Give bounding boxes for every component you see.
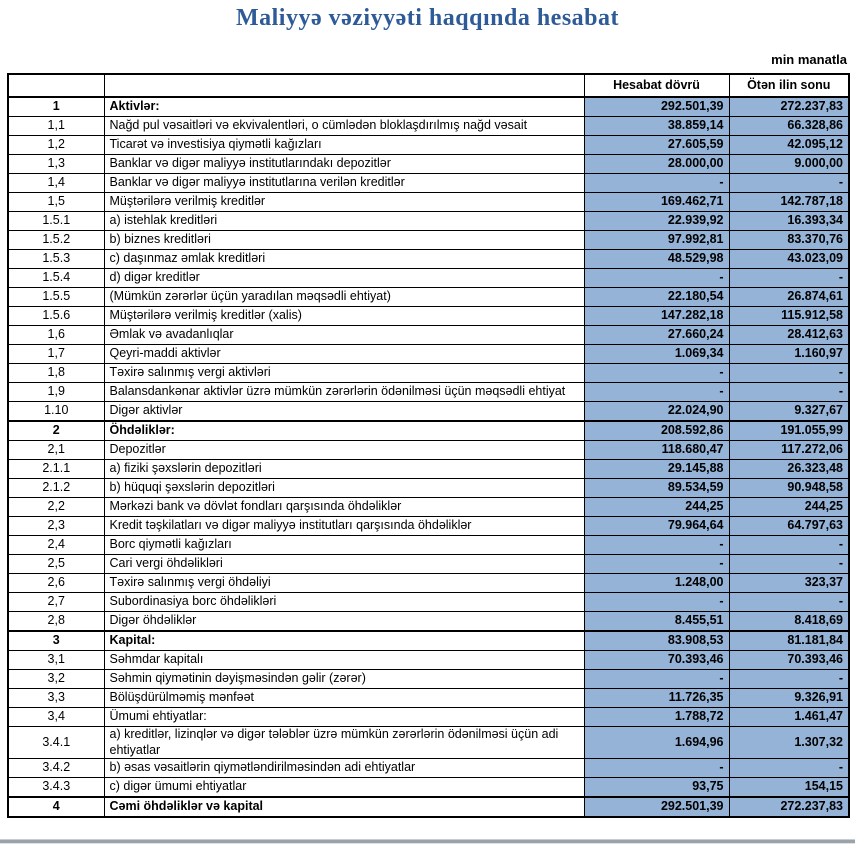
row-label: Digər aktivlər (104, 402, 584, 422)
unit-label: min manatla (771, 52, 847, 67)
table-row (8, 689, 849, 708)
row-label: Banklar və digər maliyyə institutlarına verilən kreditlər (104, 174, 584, 193)
row-value-current: 292.501,39 (584, 797, 729, 817)
row-value-current: 38.859,14 (584, 117, 729, 136)
row-number: 1.5.2 (8, 231, 104, 250)
table-header (8, 74, 849, 97)
table-row (8, 402, 849, 422)
header-cell-number (8, 74, 104, 97)
row-value-previous: 28.412,63 (729, 326, 849, 345)
table-row (8, 288, 849, 307)
row-value-current: - (584, 383, 729, 402)
row-label: Müştərilərə verilmiş kreditlər (104, 193, 584, 212)
row-label: b) biznes kreditləri (104, 231, 584, 250)
row-value-previous: 64.797,63 (729, 517, 849, 536)
row-number: 3.4.3 (8, 778, 104, 798)
row-value-previous: 83.370,76 (729, 231, 849, 250)
row-value-current: 22.180,54 (584, 288, 729, 307)
row-value-previous: - (729, 536, 849, 555)
row-label: Cari vergi öhdəlikləri (104, 555, 584, 574)
row-value-previous: 9.000,00 (729, 155, 849, 174)
financial-position-table (7, 73, 850, 818)
header-cell-label (104, 74, 584, 97)
table-row (8, 460, 849, 479)
row-value-previous: 142.787,18 (729, 193, 849, 212)
table-row (8, 136, 849, 155)
row-value-previous: 26.874,61 (729, 288, 849, 307)
row-value-current: - (584, 269, 729, 288)
table-row (8, 231, 849, 250)
row-label: a) istehlak kreditləri (104, 212, 584, 231)
row-value-previous: - (729, 670, 849, 689)
row-label: a) fiziki şəxslərin depozitləri (104, 460, 584, 479)
table-row (8, 421, 849, 441)
row-value-current: - (584, 670, 729, 689)
row-value-previous: 115.912,58 (729, 307, 849, 326)
row-value-previous: 90.948,58 (729, 479, 849, 498)
table-row (8, 555, 849, 574)
table-row (8, 517, 849, 536)
row-number: 2,4 (8, 536, 104, 555)
row-value-current: 89.534,59 (584, 479, 729, 498)
row-value-previous: 9.327,67 (729, 402, 849, 422)
row-value-previous: - (729, 174, 849, 193)
row-label: Qeyri-maddi aktivlər (104, 345, 584, 364)
table-row (8, 778, 849, 798)
row-value-current: 70.393,46 (584, 651, 729, 670)
row-number: 2,2 (8, 498, 104, 517)
row-label: Depozitlər (104, 441, 584, 460)
row-value-previous: 81.181,84 (729, 631, 849, 651)
row-number: 1.5.5 (8, 288, 104, 307)
table-body (8, 97, 849, 817)
row-number: 1.10 (8, 402, 104, 422)
row-number: 1,7 (8, 345, 104, 364)
table-row (8, 174, 849, 193)
table-row (8, 441, 849, 460)
row-label: Öhdəliklər: (104, 421, 584, 441)
row-value-current: - (584, 759, 729, 778)
table-row (8, 593, 849, 612)
row-value-current: 208.592,86 (584, 421, 729, 441)
row-value-previous: 8.418,69 (729, 612, 849, 632)
row-number: 1,2 (8, 136, 104, 155)
row-value-current: 8.455,51 (584, 612, 729, 632)
table-row (8, 631, 849, 651)
row-value-current: 292.501,39 (584, 97, 729, 117)
row-value-previous: - (729, 593, 849, 612)
row-number: 2.1.1 (8, 460, 104, 479)
table-row (8, 498, 849, 517)
row-label: Nağd pul vəsaitləri və ekvivalentləri, o cümlədən bloklaşdırılmış nağd vəsait (104, 117, 584, 136)
row-value-current: 29.145,88 (584, 460, 729, 479)
row-number: 1,8 (8, 364, 104, 383)
row-value-previous: 16.393,34 (729, 212, 849, 231)
row-value-previous: 70.393,46 (729, 651, 849, 670)
table-row (8, 612, 849, 632)
row-number: 1.5.3 (8, 250, 104, 269)
table-row (8, 364, 849, 383)
row-label: c) daşınmaz əmlak kreditləri (104, 250, 584, 269)
table-row (8, 383, 849, 402)
row-label: Banklar və digər maliyyə institutlarındakı depozitlər (104, 155, 584, 174)
table-row (8, 797, 849, 817)
row-number: 3,3 (8, 689, 104, 708)
row-number: 3 (8, 631, 104, 651)
row-value-previous: 1.307,32 (729, 727, 849, 759)
row-value-current: 27.660,24 (584, 326, 729, 345)
row-value-previous: 1.461,47 (729, 708, 849, 727)
row-value-current: 118.680,47 (584, 441, 729, 460)
table-row (8, 193, 849, 212)
header-cell-previous-year: Ötən ilin sonu (729, 74, 849, 97)
row-value-previous: 9.326,91 (729, 689, 849, 708)
row-label: Əmlak və avadanlıqlar (104, 326, 584, 345)
row-number: 3.4.1 (8, 727, 104, 759)
row-number: 2,7 (8, 593, 104, 612)
row-value-previous: 272.237,83 (729, 97, 849, 117)
table-row (8, 307, 849, 326)
row-value-current: 11.726,35 (584, 689, 729, 708)
row-number: 2.1.2 (8, 479, 104, 498)
row-label: Subordinasiya borc öhdəlikləri (104, 593, 584, 612)
table-row (8, 212, 849, 231)
row-value-previous: 1.160,97 (729, 345, 849, 364)
row-label: Səhmdar kapitalı (104, 651, 584, 670)
row-number: 1 (8, 97, 104, 117)
row-value-current: 1.069,34 (584, 345, 729, 364)
table-row (8, 345, 849, 364)
row-number: 1,1 (8, 117, 104, 136)
row-value-current: 22.939,92 (584, 212, 729, 231)
row-label: Kredit təşkilatları və digər maliyyə institutları qarşısında öhdəliklər (104, 517, 584, 536)
row-label: Ticarət və investisiya qiymətli kağızları (104, 136, 584, 155)
row-value-current: - (584, 174, 729, 193)
row-value-current: 48.529,98 (584, 250, 729, 269)
row-number: 2,6 (8, 574, 104, 593)
table-row (8, 651, 849, 670)
table-row (8, 250, 849, 269)
row-label: Borc qiymətli kağızları (104, 536, 584, 555)
row-value-current: 147.282,18 (584, 307, 729, 326)
row-value-previous: 66.328,86 (729, 117, 849, 136)
row-value-current: - (584, 555, 729, 574)
row-value-current: 79.964,64 (584, 517, 729, 536)
row-value-current: 97.992,81 (584, 231, 729, 250)
row-value-current: 1.694,96 (584, 727, 729, 759)
row-label: Bölüşdürülməmiş mənfəət (104, 689, 584, 708)
row-number: 2,1 (8, 441, 104, 460)
bottom-divider (0, 839, 855, 844)
row-value-previous: 244,25 (729, 498, 849, 517)
row-label: (Mümkün zərərlər üçün yaradılan məqsədli ehtiyat) (104, 288, 584, 307)
row-value-current: 1.788,72 (584, 708, 729, 727)
row-number: 1,5 (8, 193, 104, 212)
row-value-current: 22.024,90 (584, 402, 729, 422)
row-label: Ümumi ehtiyatlar: (104, 708, 584, 727)
row-label: Kapital: (104, 631, 584, 651)
row-value-current: 244,25 (584, 498, 729, 517)
row-label: Müştərilərə verilmiş kreditlər (xalis) (104, 307, 584, 326)
row-label: Mərkəzi bank və dövlət fondları qarşısında öhdəliklər (104, 498, 584, 517)
row-label: Digər öhdəliklər (104, 612, 584, 632)
row-value-previous: 191.055,99 (729, 421, 849, 441)
table-row (8, 97, 849, 117)
page-title: Maliyyə vəziyyəti haqqında hesabat (235, 5, 619, 31)
row-value-current: - (584, 536, 729, 555)
row-value-previous: 154,15 (729, 778, 849, 798)
table-row (8, 759, 849, 778)
row-label: c) digər ümumi ehtiyatlar (104, 778, 584, 798)
row-label: d) digər kreditlər (104, 269, 584, 288)
row-number: 1,6 (8, 326, 104, 345)
row-value-current: 1.248,00 (584, 574, 729, 593)
row-value-previous: - (729, 269, 849, 288)
row-value-current: 93,75 (584, 778, 729, 798)
header-cell-current-period: Hesabat dövrü (584, 74, 729, 97)
row-value-current: 27.605,59 (584, 136, 729, 155)
header-row (8, 74, 849, 97)
row-label: Səhmin qiymətinin dəyişməsindən gəlir (zərər) (104, 670, 584, 689)
row-value-previous: 42.095,12 (729, 136, 849, 155)
row-value-current: 28.000,00 (584, 155, 729, 174)
row-value-current: - (584, 593, 729, 612)
row-number: 1.5.4 (8, 269, 104, 288)
row-number: 3,1 (8, 651, 104, 670)
table-row (8, 269, 849, 288)
table-row (8, 479, 849, 498)
row-number: 2,8 (8, 612, 104, 632)
row-label: Cəmi öhdəliklər və kapital (104, 797, 584, 817)
row-value-previous: - (729, 759, 849, 778)
table-row (8, 708, 849, 727)
row-number: 1,9 (8, 383, 104, 402)
table-row (8, 155, 849, 174)
row-number: 2 (8, 421, 104, 441)
row-label: Aktivlər: (104, 97, 584, 117)
row-value-previous: 43.023,09 (729, 250, 849, 269)
row-label: a) kreditlər, lizinqlər və digər tələblər üzrə mümkün zərərlərin ödənilməsi üçün adi ehtiyatlar (104, 727, 584, 759)
table-row (8, 536, 849, 555)
row-label: b) əsas vəsaitlərin qiymətləndirilməsindən adi ehtiyatlar (104, 759, 584, 778)
row-value-current: 83.908,53 (584, 631, 729, 651)
row-value-previous: - (729, 555, 849, 574)
row-label: Təxirə salınmış vergi aktivləri (104, 364, 584, 383)
row-value-previous: 272.237,83 (729, 797, 849, 817)
table-row (8, 727, 849, 759)
row-value-previous: 26.323,48 (729, 460, 849, 479)
row-number: 1,4 (8, 174, 104, 193)
row-number: 3,4 (8, 708, 104, 727)
row-number: 3,2 (8, 670, 104, 689)
row-number: 1.5.6 (8, 307, 104, 326)
table-row (8, 670, 849, 689)
table-row (8, 326, 849, 345)
row-number: 2,5 (8, 555, 104, 574)
row-value-previous: - (729, 364, 849, 383)
row-number: 4 (8, 797, 104, 817)
row-label: Təxirə salınmış vergi öhdəliyi (104, 574, 584, 593)
row-number: 1,3 (8, 155, 104, 174)
table-row (8, 574, 849, 593)
row-label: b) hüquqi şəxslərin depozitləri (104, 479, 584, 498)
row-value-current: 169.462,71 (584, 193, 729, 212)
row-number: 2,3 (8, 517, 104, 536)
row-value-previous: - (729, 383, 849, 402)
row-value-current: - (584, 364, 729, 383)
row-value-previous: 117.272,06 (729, 441, 849, 460)
table-row (8, 117, 849, 136)
row-value-previous: 323,37 (729, 574, 849, 593)
row-number: 1.5.1 (8, 212, 104, 231)
row-label: Balansdankənar aktivlər üzrə mümkün zərərlərin ödənilməsi üçün məqsədli ehtiyat (104, 383, 584, 402)
row-number: 3.4.2 (8, 759, 104, 778)
